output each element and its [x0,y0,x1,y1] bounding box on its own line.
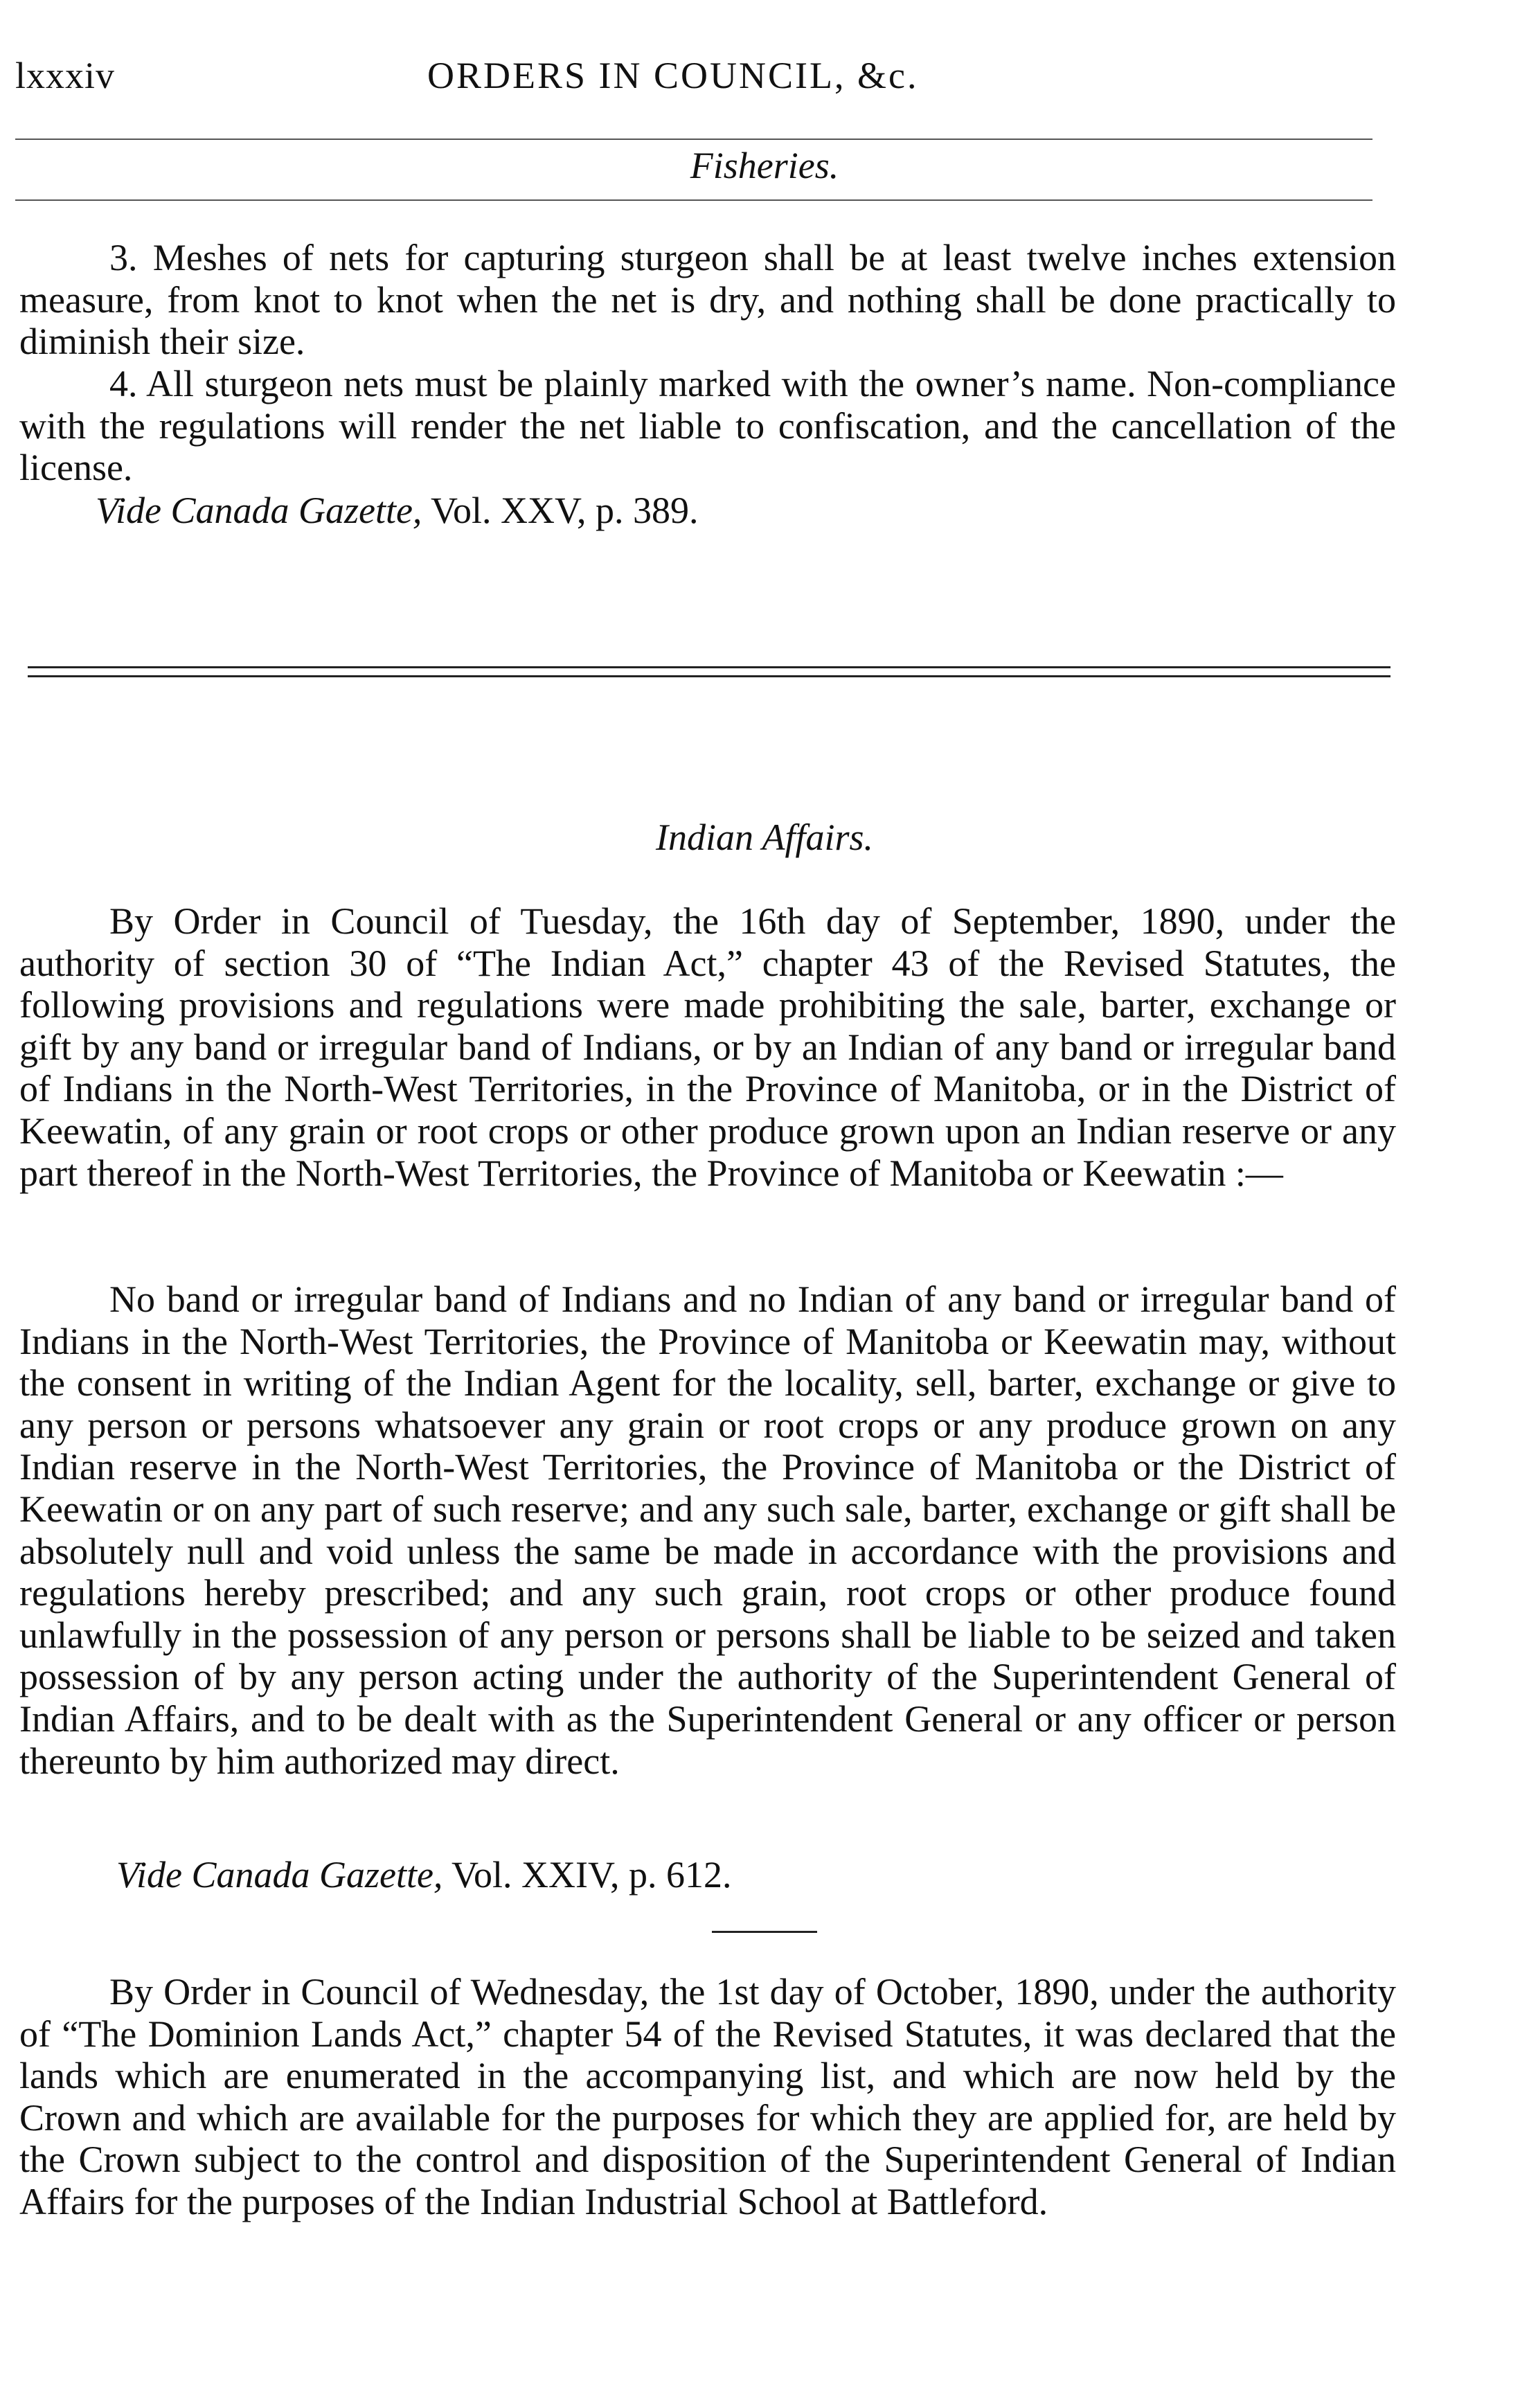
fisheries-para-3-text: 3. Meshes of nets for capturing sturgeon shall be at least twelve inches extension measure, from knot to knot when the net is dry, and nothing shall be done practically to diminish their size. [19,237,1396,363]
short-divider [712,1931,817,1933]
order-sept-1890-intro [19,900,1396,1194]
fisheries-para-4-text: 4. All sturgeon nets must be plainly marked with the owner’s name. Non-compliance with the regulations will render the net liable to confiscation, and the cancellation of the license. [19,363,1396,489]
order-sept-1890-body [19,1278,1396,1782]
fisheries-citation-source: Vide Canada Gazette, [96,490,422,531]
fisheries-heading: Fisheries. [690,145,839,186]
fisheries-citation [96,489,699,532]
order-oct-1890 [19,1971,1396,2223]
order-sept-1890-intro-text: By Order in Council of Tuesday, the 16th day of September, 1890, under the authority of section 30 of “The Indian Act,” chapter 43 of the Revised Statutes, the following provisions and regulations were made prohibiting the sale, barter, exchange or gift by any band or irregular band of Indians, or by an Indian of any band or irregular band of Indians in the North-West Territories, in the Province of Manitoba, or in the District of Keewatin, of any grain or root crops or other produce grown upon an Indian reserve or any part thereof in the North-West Territories, the Province of Manitoba or Keewatin :— [19,900,1396,1194]
fisheries-paragraph-4 [19,363,1396,489]
indian-affairs-citation-ref: Vol. XXIV, p. 612. [442,1854,732,1896]
fisheries-paragraph-3 [19,237,1396,363]
fisheries-rule [15,199,1372,201]
header-rule [15,139,1372,140]
running-title: ORDERS IN COUNCIL, &c. [427,55,919,96]
fisheries-citation-ref: Vol. XXV, p. 389. [422,490,699,531]
order-oct-1890-text: By Order in Council of Wednesday, the 1st day of October, 1890, under the authority of “The Dominion Lands Act,” chapter 54 of the Revised Statutes, it was declared that the lands which are enumerated in the accompanying list, and which are now held by the Crown and which are available for the purposes for which they are applied for, are held by the Crown subject to the control and disposition of the Superintendent General of Indian Affairs for the purposes of the Indian Industrial School at Battleford. [19,1971,1396,2222]
indian-affairs-citation [116,1853,732,1896]
section-divider [28,666,1391,677]
page-folio: lxxxiv [15,55,116,96]
indian-affairs-heading: Indian Affairs. [655,817,874,858]
order-sept-1890-body-text: No band or irregular band of Indians and no Indian of any band or irregular band of Indians in the North-West Territories, the Province of Manitoba or Keewatin may, without the consent in writing of the Indian Agent for the locality, sell, barter, exchange or give to any person or persons whatsoever any grain or root crops or any produce grown on any Indian reserve in the North-West Territories, the Province of Manitoba or the District of Keewatin or on any part of such reserve; and any such sale, barter, exchange or gift shall be absolutely null and void unless the same be made in accordance with the provisions and regulations hereby prescribed; and any such grain, root crops or other produce found unlawfully in the possession of any person or persons shall be liable to be seized and taken possession of by any person acting under the authority of the Superintendent General of Indian Affairs, and to be dealt with as the Superintendent General or any officer or person thereunto by him authorized may direct. [19,1278,1396,1782]
indian-affairs-citation-source: Vide Canada Gazette, [116,1854,443,1896]
